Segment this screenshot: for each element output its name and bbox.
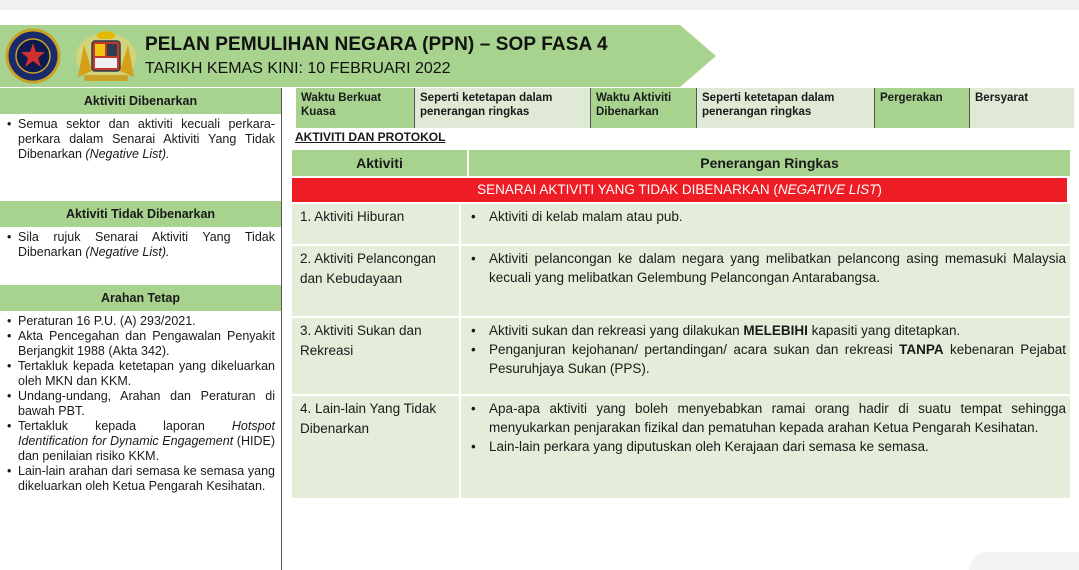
left-section-body [0,311,281,494]
description-cell [461,204,1070,244]
activity-cell: 3. Aktiviti Sukan dan Rekreasi [292,318,459,394]
description-list [467,249,1066,287]
table-row [292,318,1070,394]
status-cell: Seperti ketetapan dalam penerangan ringkas [414,88,590,128]
left-section [0,88,281,201]
top-strip [0,0,1079,10]
left-section-heading: Aktiviti Tidak Dibenarkan [0,201,281,227]
text-run: Lain-lain perkara yang diputuskan oleh Kerajaan dari semasa ke semasa. [489,439,929,454]
left-section [0,285,281,568]
left-bullet-item [7,359,275,389]
description-cell [461,318,1070,394]
description-item [467,207,1066,226]
description-item [467,249,1066,287]
text-run: Apa-apa aktiviti yang boleh menyebabkan ramai orang hadir di suatu tempat sehingga menyukarkan penjarakan fizikal dan pematuhan kepada arahan Ketua Pengarah Kesihatan. [489,401,1066,435]
text-run: Sila rujuk Senarai Aktiviti Yang Tidak Dibenarkan [18,230,275,259]
text-run: (Negative List). [85,245,170,259]
page-title: PELAN PEMULIHAN NEGARA (PPN) – SOP FASA 4 [145,34,608,55]
table-row [292,246,1070,316]
text-run: Tertakluk kepada laporan [18,419,232,433]
left-bullet-list [7,117,275,162]
status-cell: Pergerakan [874,88,969,128]
text-run: Aktiviti pelancongan ke dalam negara yang melibatkan pelancong asing memasuki Malaysia kecuali yang melibatkan Gelembung Pelancongan Antarabangsa. [489,251,1066,285]
left-column [0,88,282,570]
text-run: Penganjuran kejohanan/ pertandingan/ acara sukan dan rekreasi [489,342,900,357]
description-item [467,321,1066,340]
left-section [0,201,281,285]
left-section-heading: Arahan Tetap [0,285,281,311]
table-header [292,150,1070,176]
text-run: TANPA [899,342,944,357]
left-section-body [0,114,281,162]
description-list [467,207,1066,226]
col-activity-header: Aktiviti [292,150,467,176]
status-cell: Waktu Berkuat Kuasa [296,88,414,128]
table-row [292,204,1070,244]
left-bullet-item [7,117,275,162]
left-bullet-item [7,464,275,494]
left-bullet-list [7,230,275,260]
negative-list-suffix: ) [877,182,882,197]
text-run: kapasiti yang ditetapkan. [807,323,961,338]
status-cell: Seperti ketetapan dalam penerangan ringkas [696,88,874,128]
page-corner [969,552,1079,570]
left-bullet-item [7,230,275,260]
text-run: (Negative List). [85,147,170,161]
text-run: kebenaran Pejabat Pesuruhjaya Sukan (PPS). [489,342,1066,376]
text-run: Peraturan 16 P.U. (A) 293/2021. [18,314,196,328]
protocol-label: AKTIVITI DAN PROTOKOL [295,130,446,144]
status-cell: Waktu Aktiviti Dibenarkan [590,88,696,128]
negative-list-banner [292,178,1067,202]
negative-list-prefix: SENARAI AKTIVITI YANG TIDAK DIBENARKAN ( [477,182,778,197]
text-run: MELEBIHI [743,323,808,338]
description-list [467,399,1066,456]
header-banner [0,25,716,87]
left-bullet-item [7,314,275,329]
description-list [467,321,1066,378]
col-description-header: Penerangan Ringkas [469,150,1070,176]
description-cell [461,246,1070,316]
status-row [296,88,1074,128]
text-run: Aktiviti di kelab malam atau pub. [489,209,683,224]
negative-list-italic: NEGATIVE LIST [777,182,878,197]
left-section-body [0,227,281,260]
left-bullet-item [7,329,275,359]
activity-cell: 4. Lain-lain Yang Tidak Dibenarkan [292,396,459,498]
activity-cell: 1. Aktiviti Hiburan [292,204,459,244]
left-bullet-list [7,314,275,494]
left-section-heading: Aktiviti Dibenarkan [0,88,281,114]
text-run: Aktiviti sukan dan rekreasi yang dilakukan [489,323,744,338]
description-item [467,399,1066,437]
status-cell: Bersyarat [969,88,1074,128]
description-item [467,437,1066,456]
text-run: Akta Pencegahan dan Pengawalan Penyakit Berjangkit 1988 (Akta 342). [18,329,275,358]
left-bullet-item [7,419,275,464]
activity-cell: 2. Aktiviti Pelancongan dan Kebudayaan [292,246,459,316]
text-run: Hotspot Identification for Dynamic Engagement [18,419,275,448]
text-run: Lain-lain arahan dari semasa ke semasa yang dikeluarkan oleh Ketua Pengarah Kesihatan. [18,464,275,493]
description-item [467,340,1066,378]
text-run: (HIDE) dan penilaian risiko KKM. [18,434,275,463]
table-row [292,396,1070,498]
left-bullet-item [7,389,275,419]
description-cell [461,396,1070,498]
agency-logos [4,27,140,85]
text-run: Semua sektor dan aktiviti kecuali perkara-perkara dalam Senarai Aktiviti Yang Tidak Dibenarkan [18,117,275,161]
update-date: TARIKH KEMAS KINI: 10 FEBRUARI 2022 [145,60,451,77]
text-run: Undang-undang, Arahan dan Peraturan di bawah PBT. [18,389,275,418]
text-run: Tertakluk kepada ketetapan yang dikeluarkan oleh MKN dan KKM. [18,359,275,388]
